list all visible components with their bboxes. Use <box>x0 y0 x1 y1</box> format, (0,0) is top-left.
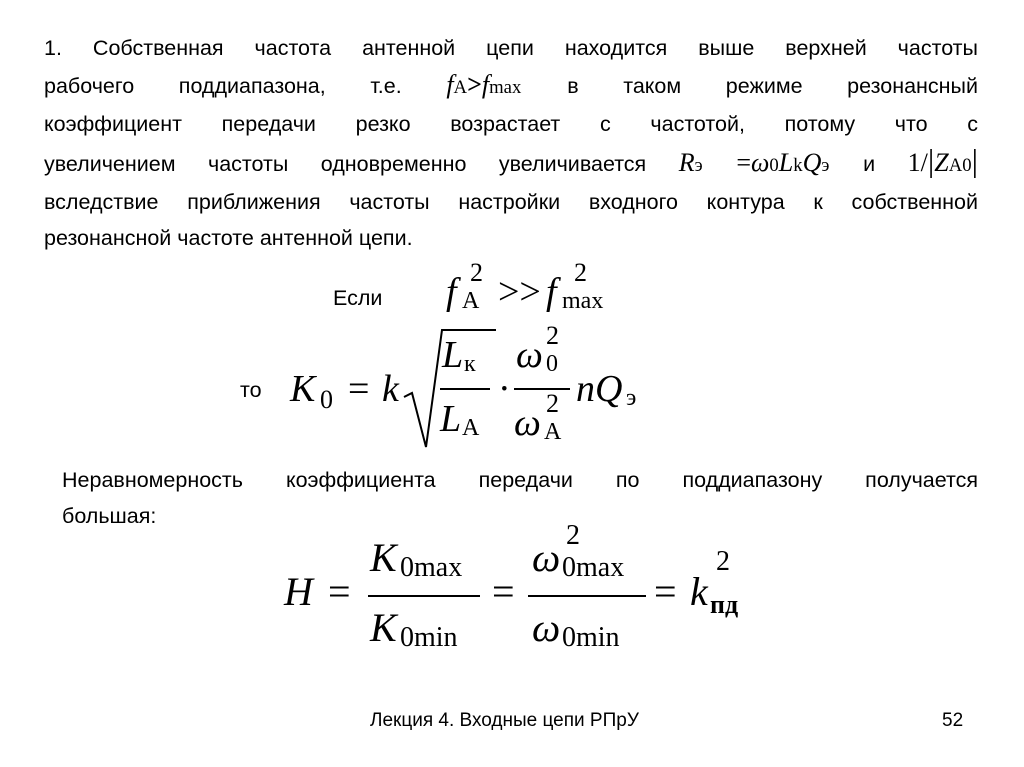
paragraph-1-line-3: коэффициент передачи резко возрастает с частотой, потому что с <box>44 112 978 136</box>
paragraph-1-line-4 <box>44 142 978 184</box>
fraction-bar-omega <box>514 387 570 391</box>
page-number: 52 <box>942 710 964 731</box>
inline-formula-1-over-ZA0: 1/|ZA0| <box>907 142 978 178</box>
paragraph-1-line-1: 1. Собственная частота антенной цепи находится выше верхней частоты <box>44 36 978 60</box>
fraction-bar-L <box>440 387 490 391</box>
paragraph-2-line-1: Неравномерность коэффициента передачи по поддиапазону получается <box>62 468 978 492</box>
paragraph-1-line-2-a: рабочего поддиапазона, т.е. <box>44 74 402 98</box>
paragraph-1-line-5: вследствие приближения частоты настройки входного контура к собственной <box>44 190 978 214</box>
formula-K0: K 0 = k L к L A · ω 0 2 ω A 2 nQ э <box>290 325 670 450</box>
fraction-bar-K <box>368 594 480 598</box>
formula-condition: f A 2 >> f max 2 <box>446 258 604 314</box>
paragraph-1-line-2-b: в таком режиме резонансный <box>567 74 978 98</box>
paragraph-1-line-4-and: и <box>863 152 876 176</box>
then-label: то <box>240 378 262 402</box>
fraction-bar-omega-H <box>528 594 646 598</box>
paragraph-1 <box>44 30 978 256</box>
paragraph-1-line-6: резонансной частоте антенной цепи. <box>44 226 413 250</box>
inline-formula-Re: Rэ =ω0LkQэ <box>678 148 830 177</box>
if-label: Если <box>333 286 383 310</box>
paragraph-1-line-4-a: увеличением частоты одновременно увеличивается <box>44 152 647 176</box>
formula-H: H = K 0max K 0min = ω 2 0max ω 0min = k 2 пд <box>284 520 739 653</box>
paragraph-1-line-2 <box>44 66 978 106</box>
paragraph-2 <box>62 462 978 534</box>
footer-title: Лекция 4. Входные цепи РПрУ <box>370 710 639 731</box>
inline-formula-fA-gt-fmax: fA>fmax <box>446 70 522 99</box>
paragraph-2-line-2: большая: <box>62 504 157 528</box>
